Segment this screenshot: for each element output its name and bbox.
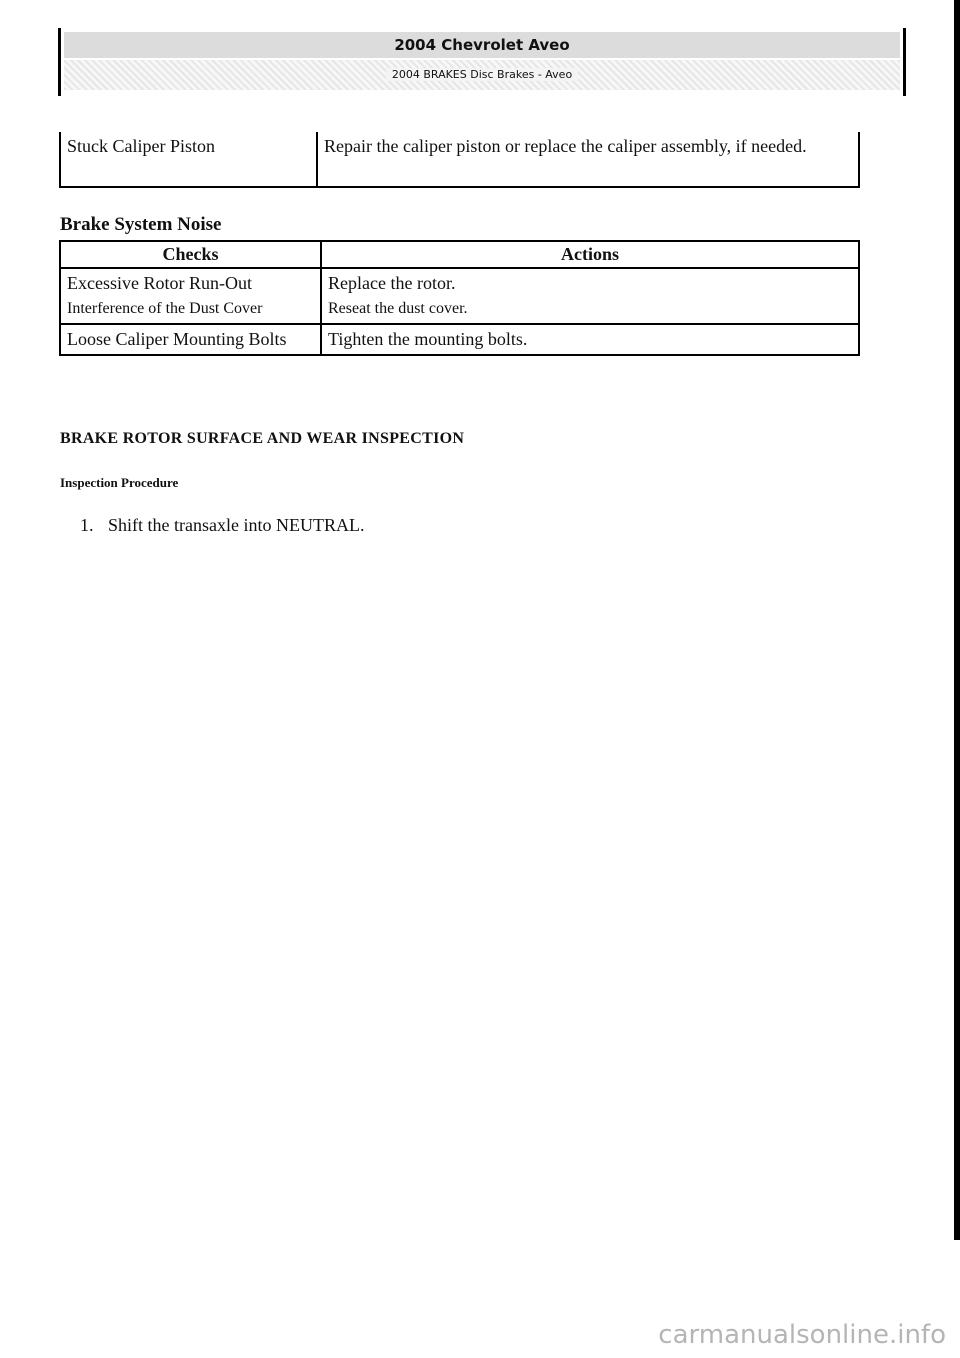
document-subtitle	[64, 60, 900, 90]
column-header-checks: Checks	[60, 241, 321, 268]
check-cell: Stuck Caliper Piston	[60, 132, 317, 187]
check-cell	[60, 268, 321, 324]
header-left-rule	[58, 28, 61, 96]
check-text: Excessive Rotor Run-Out	[67, 273, 252, 293]
document-title: 2004 Chevrolet Aveo	[64, 32, 900, 58]
check-text: Interference of the Dust Cover	[67, 300, 263, 317]
action-cell: Repair the caliper piston or replace the caliper assembly, if needed.	[317, 132, 859, 187]
step-number: 1.	[80, 515, 94, 535]
table-row	[60, 132, 859, 187]
brake-noise-table	[59, 240, 860, 356]
table-header-row	[60, 241, 859, 268]
action-cell	[321, 268, 859, 324]
header-right-rule	[903, 28, 906, 96]
continued-table	[59, 132, 860, 188]
column-header-actions: Actions	[321, 241, 859, 268]
action-text: Replace the rotor.	[328, 273, 456, 293]
section-heading: BRAKE ROTOR SURFACE AND WEAR INSPECTION	[60, 430, 465, 447]
check-cell: Loose Caliper Mounting Bolts	[60, 324, 321, 355]
table-row	[60, 324, 859, 355]
page-header	[58, 28, 906, 96]
action-text: Reseat the dust cover.	[328, 300, 468, 317]
action-cell: Tighten the mounting bolts.	[321, 324, 859, 355]
watermark-text: carmanualsonline.info	[658, 1320, 946, 1350]
document-subtitle-text: 2004 BRAKES Disc Brakes - Aveo	[386, 68, 578, 81]
table-row	[60, 268, 859, 324]
section-title: Brake System Noise	[60, 214, 222, 235]
procedure-step	[80, 515, 364, 536]
page-edge	[954, 0, 960, 1240]
procedure-subheading: Inspection Procedure	[60, 475, 179, 490]
step-text: Shift the transaxle into NEUTRAL.	[108, 515, 365, 535]
